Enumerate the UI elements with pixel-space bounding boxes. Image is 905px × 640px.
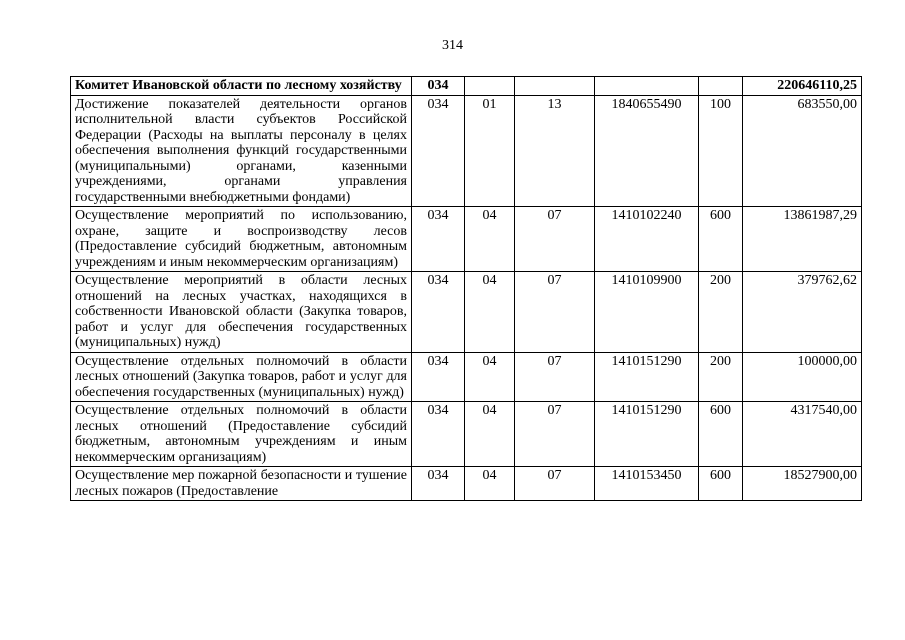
- table-header-row: [71, 77, 862, 96]
- cell-section: 04: [465, 352, 515, 402]
- cell-expense-type: 100: [699, 95, 743, 207]
- cell-target: 1840655490: [595, 95, 699, 207]
- cell-ministry: 034: [412, 467, 465, 501]
- cell-subsection: 07: [515, 467, 595, 501]
- cell-ministry: 034: [412, 77, 465, 96]
- cell-ministry: 034: [412, 402, 465, 467]
- cell-target: 1410109900: [595, 272, 699, 353]
- cell-target: 1410151290: [595, 352, 699, 402]
- cell-name: Осуществление мер пожарной безопасности и тушение лесных пожаров (Предоставление: [71, 467, 412, 501]
- table-row: [71, 272, 862, 353]
- cell-name: Осуществление мероприятий в области лесных отношений на лесных участках, находящихся в собственности Ивановской области (Закупка товаров, работ и услуг для обеспечения государственных (муниципальных) нужд): [71, 272, 412, 353]
- cell-expense-type: 600: [699, 402, 743, 467]
- cell-target: [595, 77, 699, 96]
- page-number: 314: [442, 38, 463, 53]
- cell-ministry: 034: [412, 272, 465, 353]
- cell-section: 01: [465, 95, 515, 207]
- cell-target: 1410102240: [595, 207, 699, 272]
- cell-subsection: [515, 77, 595, 96]
- table-row: [71, 402, 862, 467]
- cell-expense-type: 200: [699, 352, 743, 402]
- cell-amount: 100000,00: [743, 352, 862, 402]
- cell-amount: 683550,00: [743, 95, 862, 207]
- cell-subsection: 13: [515, 95, 595, 207]
- cell-target: 1410151290: [595, 402, 699, 467]
- cell-expense-type: 200: [699, 272, 743, 353]
- table-row: [71, 467, 862, 501]
- cell-name: Осуществление мероприятий по использованию, охране, защите и воспроизводству лесов (Предоставление субсидий бюджетным, автономным учреждениям и иным некоммерческим организациям): [71, 207, 412, 272]
- cell-expense-type: [699, 77, 743, 96]
- cell-expense-type: 600: [699, 467, 743, 501]
- cell-expense-type: 600: [699, 207, 743, 272]
- cell-amount: 13861987,29: [743, 207, 862, 272]
- cell-subsection: 07: [515, 402, 595, 467]
- cell-name: Осуществление отдельных полномочий в области лесных отношений (Предоставление субсидий бюджетным, автономным учреждениям и иным некоммерческим организациям): [71, 402, 412, 467]
- cell-amount: 4317540,00: [743, 402, 862, 467]
- cell-target: 1410153450: [595, 467, 699, 501]
- cell-amount: 18527900,00: [743, 467, 862, 501]
- table-row: [71, 207, 862, 272]
- cell-name: Достижение показателей деятельности органов исполнительной власти субъектов Российской Федерации (Расходы на выплаты персоналу в целях обеспечения выполнения функций государственными (муниципальными) органами, казенными учреждениями, органами управления государственными внебюджетными фондами): [71, 95, 412, 207]
- table-row: [71, 352, 862, 402]
- cell-section: 04: [465, 467, 515, 501]
- cell-section: 04: [465, 272, 515, 353]
- cell-section: 04: [465, 207, 515, 272]
- cell-name: Осуществление отдельных полномочий в области лесных отношений (Закупка товаров, работ и услуг для обеспечения государственных (муниципальных) нужд): [71, 352, 412, 402]
- cell-section: 04: [465, 402, 515, 467]
- cell-amount: 379762,62: [743, 272, 862, 353]
- cell-amount: 220646110,25: [743, 77, 862, 96]
- table-row: [71, 95, 862, 207]
- cell-subsection: 07: [515, 272, 595, 353]
- cell-ministry: 034: [412, 207, 465, 272]
- cell-ministry: 034: [412, 352, 465, 402]
- budget-table: [70, 76, 862, 501]
- cell-subsection: 07: [515, 207, 595, 272]
- cell-subsection: 07: [515, 352, 595, 402]
- cell-section: [465, 77, 515, 96]
- cell-name: Комитет Ивановской области по лесному хозяйству: [71, 77, 412, 96]
- cell-ministry: 034: [412, 95, 465, 207]
